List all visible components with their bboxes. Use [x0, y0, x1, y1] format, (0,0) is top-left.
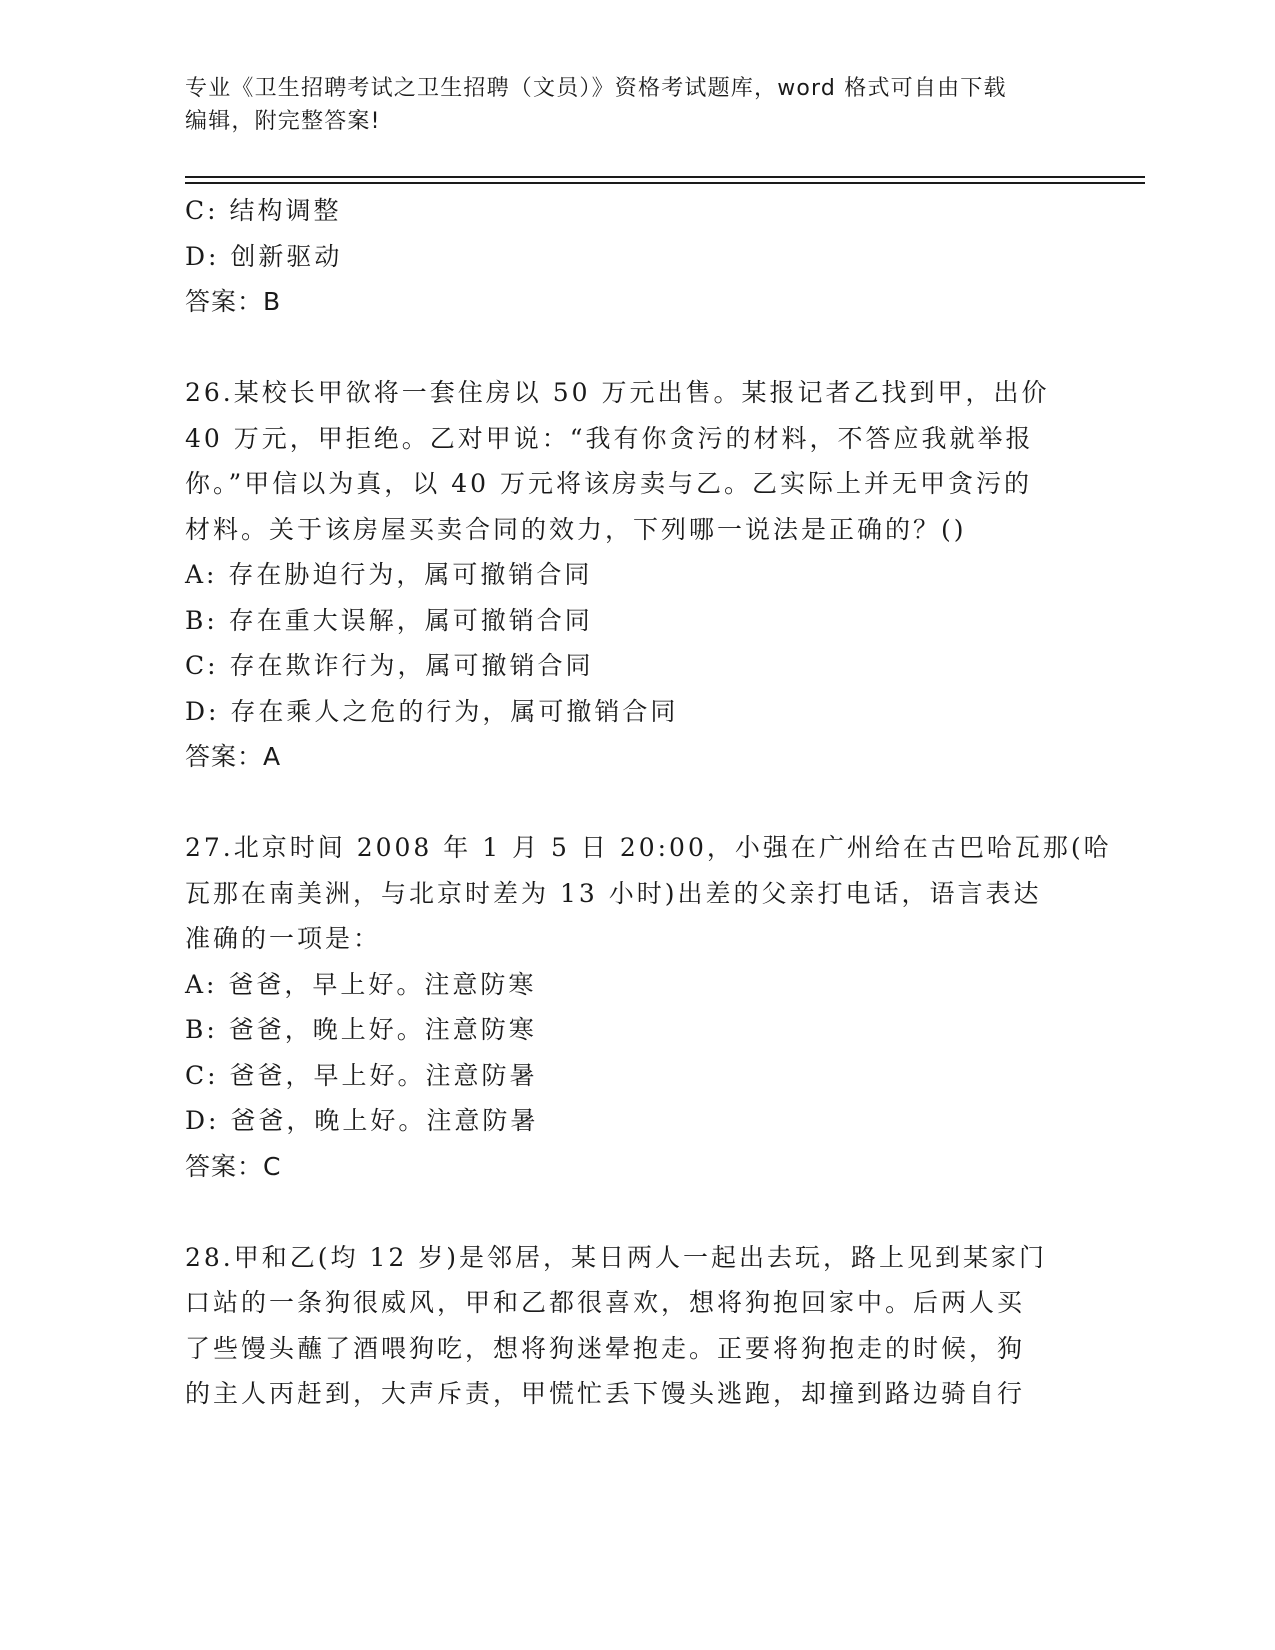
option-a: A: 爸爸，早上好。注意防寒: [185, 969, 537, 999]
question-28: [185, 1235, 1085, 1417]
header-divider-bottom: [185, 182, 1145, 184]
header-divider-top: [185, 176, 1145, 178]
question-25-continued: [185, 188, 1085, 325]
spacer: [185, 780, 1085, 826]
document-body: [185, 188, 1112, 1417]
header-line-1: 专业《卫生招聘考试之卫生招聘（文员）》资格考试题库，word 格式可自由下载: [185, 76, 1007, 101]
answer: 答案：A: [185, 742, 282, 771]
question-text-line: 准确的一项是：: [185, 924, 382, 953]
spacer: [185, 325, 1085, 371]
question-text-line: 了些馒头蘸了酒喂狗吃，想将狗迷晕抱走。正要将狗抱走的时候，狗: [185, 1333, 1026, 1363]
question-text-line: 你。”甲信以为真，以 40 万元将该房卖与乙。乙实际上并无甲贪污的: [185, 469, 1032, 498]
option-c: C: 爸爸，早上好。注意防暑: [185, 1060, 538, 1090]
question-text-line: 28.甲和乙(均 12 岁)是邻居，某日两人一起出去玩，路上见到某家门: [185, 1242, 1047, 1272]
answer: 答案：C: [185, 1151, 282, 1181]
option-d: D: 创新驱动: [185, 241, 343, 271]
question-text-line: 口站的一条狗很威风，甲和乙都很喜欢，想将狗抱回家中。后两人买: [185, 1288, 1026, 1317]
document-header: [185, 72, 1085, 138]
option-d: D: 存在乘人之危的行为，属可撤销合同: [185, 696, 679, 726]
question-text-line: 瓦那在南美洲，与北京时差为 13 小时)出差的父亲打电话，语言表达: [185, 878, 1042, 908]
option-d: D: 爸爸，晚上好。注意防暑: [185, 1106, 539, 1135]
question-text-line: 材料。关于该房屋买卖合同的效力，下列哪一说法是正确的？(): [185, 514, 967, 544]
question-text-line: 26.某校长甲欲将一套住房以 50 万元出售。某报记者乙找到甲，出价: [185, 378, 1050, 407]
spacer: [185, 1189, 1085, 1235]
question-text-line: 40 万元，甲拒绝。乙对甲说：“我有你贪污的材料，不答应我就举报: [185, 423, 1034, 453]
option-b: B: 爸爸，晚上好。注意防寒: [185, 1015, 537, 1044]
option-c: C: 结构调整: [185, 196, 342, 225]
option-b: B: 存在重大误解，属可撤销合同: [185, 605, 593, 635]
option-c: C: 存在欺诈行为，属可撤销合同: [185, 651, 594, 680]
header-line-2: 编辑，附完整答案!: [185, 109, 381, 134]
question-text-line: 的主人丙赶到，大声斥责，甲慌忙丢下馒头逃跑，却撞到路边骑自行: [185, 1379, 1026, 1408]
question-text-line: 27.北京时间 2008 年 1 月 5 日 20:00，小强在广州给在古巴哈瓦那(哈: [185, 833, 1112, 862]
answer: 答案：B: [185, 287, 282, 316]
option-a: A: 存在胁迫行为，属可撤销合同: [185, 560, 593, 589]
question-27: [185, 825, 1112, 1189]
question-26: [185, 370, 1085, 780]
